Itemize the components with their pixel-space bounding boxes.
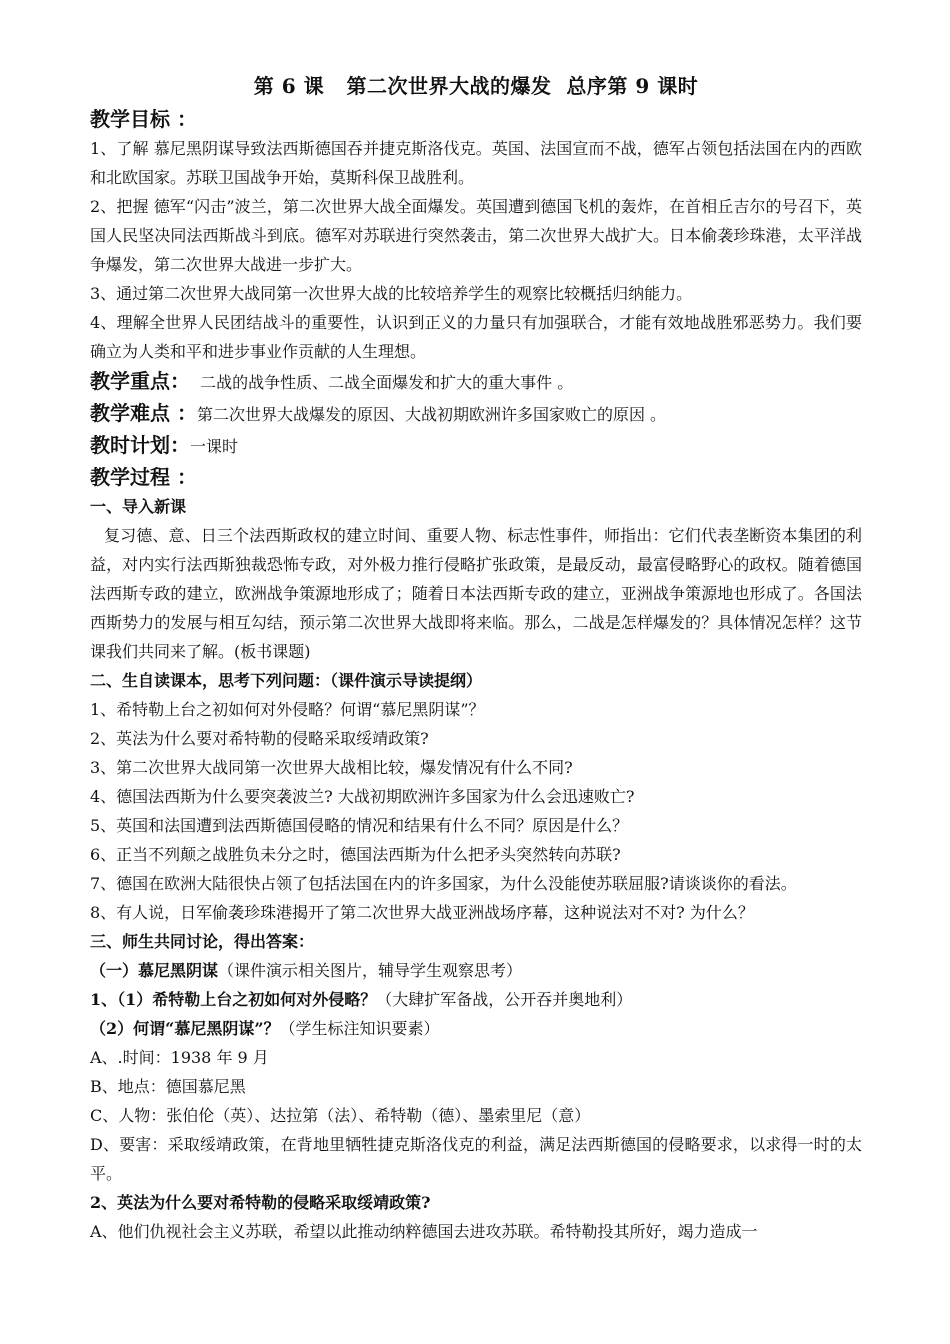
section2-heading: 二、生自读课本，思考下列问题：（课件演示导读提纲） — [90, 671, 483, 690]
document-page — [90, 68, 862, 1246]
subsection-munich — [90, 956, 862, 985]
difficulties-text: 第二次世界大战爆发的原因、大战初期欧洲许多国家败亡的原因 。 — [196, 405, 667, 424]
objective-item: 3、通过第二次世界大战同第一次世界大战的比较培养学生的观察比较概括归纳能力。 — [90, 284, 693, 303]
objectives-heading: 教学目标 ： — [90, 107, 197, 131]
key-points-row — [90, 366, 862, 398]
objective-item: 4、理解全世界人民团结战斗的重要性，认识到正义的力量只有加强联合，才能有效地战胜邪恶势力。我们要确立为人类和平和进步事业作贡献的人生理想。 — [90, 313, 862, 361]
schedule-text: 一课时 — [190, 437, 239, 456]
answer-q1 — [90, 985, 862, 1014]
answer-q1-note: （大肆扩军备战，公开吞并奥地利） — [376, 990, 633, 1009]
answer-q1-title: 1、（1）希特勒上台之初如何对外侵略？ — [90, 990, 377, 1009]
question-item: 2、英法为什么要对希特勒的侵略采取绥靖政策? — [90, 729, 429, 748]
subsection-munich-title: （一）慕尼黑阴谋 — [90, 961, 219, 980]
section3-heading: 三、师生共同讨论，得出答案： — [90, 932, 315, 951]
objective-item: 2、把握 德军“闪击”波兰，第二次世界大战全面爆发。英国遭到德国飞机的轰炸，在首相丘吉尔的号召下，英国人民坚决同法西斯战斗到底。德军对苏联进行突然袭击，第二次世界大战扩大。日本偷袭珍珠港，太平洋战争爆发，第二次世界大战进一步扩大。 — [90, 197, 862, 274]
munich-fact: C、人物：张伯伦（英）、达拉第（法）、希特勒（德）、墨索里尼（意） — [90, 1106, 591, 1125]
question-item: 1、希特勒上台之初如何对外侵略？何谓“慕尼黑阴谋”？ — [90, 700, 485, 719]
question-item: 4、德国法西斯为什么要突袭波兰? 大战初期欧洲许多国家为什么会迅速败亡? — [90, 787, 635, 806]
question-item: 7、德国在欧洲大陆很快占领了包括法国在内的许多国家，为什么没能使苏联屈服?请谈谈你的看法。 — [90, 874, 797, 893]
answer-q1b — [90, 1014, 862, 1043]
schedule-row — [90, 430, 862, 462]
munich-fact: D、要害：采取绥靖政策，在背地里牺牲捷克斯洛伐克的利益，满足法西斯德国的侵略要求，以求得一时的太平。 — [90, 1135, 862, 1183]
munich-fact: A、.时间：1938 年 9 月 — [90, 1048, 269, 1067]
question-item: 3、第二次世界大战同第一次世界大战相比较，爆发情况有什么不同? — [90, 758, 573, 777]
subsection-munich-note: （课件演示相关图片，辅导学生观察思考） — [218, 961, 523, 980]
lesson-title: 第 6 课 第二次世界大战的爆发 总序第 9 课时 — [253, 74, 699, 98]
difficulties-row — [90, 398, 862, 430]
answer-q2-a: A、他们仇视社会主义苏联，希望以此推动纳粹德国去进攻苏联。希特勒投其所好，竭力造成一 — [90, 1222, 758, 1241]
difficulties-label: 教学难点 ： — [90, 401, 197, 425]
schedule-label: 教时计划： — [90, 433, 190, 457]
key-points-label: 教学重点： — [90, 369, 190, 393]
munich-fact: B、地点：德国慕尼黑 — [90, 1077, 246, 1096]
process-heading: 教学过程 ： — [90, 465, 197, 489]
question-item: 5、英国和法国遭到法西斯德国侵略的情况和结果有什么不同？原因是什么？ — [90, 816, 629, 835]
question-item: 6、正当不列颠之战胜负未分之时，德国法西斯为什么把矛头突然转向苏联? — [90, 845, 621, 864]
question-item: 8、有人说，日军偷袭珍珠港揭开了第二次世界大战亚洲战场序幕，这种说法对不对? 为什么？ — [90, 903, 754, 922]
key-points-text: 二战的战争性质、二战全面爆发和扩大的重大事件 。 — [190, 373, 574, 392]
section1-paragraph: 复习德、意、日三个法西斯政权的建立时间、重要人物、标志性事件，师指出：它们代表垄断资本集团的利益，对内实行法西斯独裁恐怖专政，对外极力推行侵略扩张政策，是最反动，最富侵略野心的政权。随着德国法西斯专政的建立，欧洲战争策源地形成了；随着日本法西斯专政的建立，亚洲战争策源地也形成了。各国法西斯势力的发展与相互勾结，预示第二次世界大战即将来临。那么，二战是怎样爆发的？具体情况怎样？这节课我们共同来了解。(板书课题) — [90, 526, 862, 661]
answer-q1b-title: （2）何谓“慕尼黑阴谋”？ — [90, 1019, 280, 1038]
objective-item: 1、了解 慕尼黑阴谋导致法西斯德国吞并捷克斯洛伐克。英国、法国宣而不战，德军占领包括法国在内的西欧和北欧国家。苏联卫国战争开始，莫斯科保卫战胜利。 — [90, 139, 862, 187]
answer-q1b-note: （学生标注知识要素） — [279, 1019, 440, 1038]
answer-q2-title: 2、英法为什么要对希特勒的侵略采取绥靖政策? — [90, 1193, 431, 1212]
section1-heading: 一、导入新课 — [90, 497, 187, 516]
